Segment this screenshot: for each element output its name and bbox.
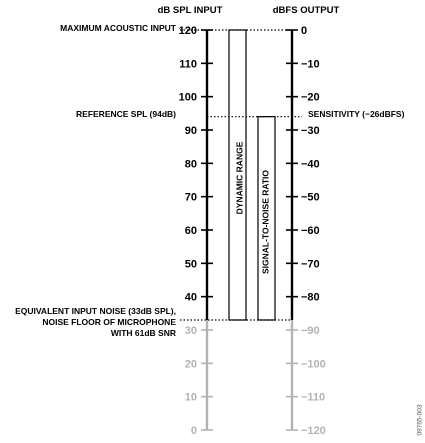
right-tick-label: −30 bbox=[301, 125, 320, 137]
right-tick-label: −60 bbox=[301, 225, 320, 237]
left-tick-label: 80 bbox=[184, 158, 197, 171]
left-tick-label: 70 bbox=[184, 191, 197, 204]
left-tick-label: 110 bbox=[179, 58, 197, 71]
right-tick-label: −50 bbox=[301, 191, 320, 204]
right-axis-header: dBFS OUTPUT bbox=[272, 5, 340, 16]
left-tick-label: 90 bbox=[184, 125, 197, 137]
figure-code: 09765-003 bbox=[416, 404, 424, 436]
sensitivity-label: SENSITIVITY (−26dBFS) bbox=[308, 109, 405, 119]
right-tick-label: −100 bbox=[301, 358, 326, 371]
left-tick-label: 30 bbox=[184, 325, 197, 337]
right-tick-label: −10 bbox=[301, 58, 320, 71]
right-tick-label: 0 bbox=[301, 25, 308, 37]
right-tick-label: −90 bbox=[301, 325, 320, 337]
ticks-group bbox=[179, 25, 326, 437]
dynamic-range-label: DYNAMIC RANGE bbox=[234, 141, 245, 215]
left-axis-header: dB SPL INPUT bbox=[157, 5, 223, 16]
left-tick-label: 120 bbox=[178, 25, 197, 37]
right-tick-label: −120 bbox=[301, 425, 326, 437]
ein-label-line1: EQUIVALENT INPUT NOISE (33dB SPL), bbox=[15, 306, 176, 316]
left-tick-label: 40 bbox=[184, 291, 197, 304]
max-input-label: MAXIMUM ACOUSTIC INPUT bbox=[60, 23, 176, 33]
left-tick-label: 20 bbox=[184, 358, 197, 371]
left-tick-label: 60 bbox=[184, 225, 197, 237]
left-tick-label: 0 bbox=[190, 425, 197, 437]
ein-label-line2: NOISE FLOOR OF MICROPHONE bbox=[42, 317, 176, 327]
left-tick-label: 100 bbox=[178, 91, 197, 104]
ein-label-line3: WITH 61dB SNR bbox=[110, 328, 176, 338]
right-tick-label: −80 bbox=[301, 291, 320, 304]
right-tick-label: −70 bbox=[301, 258, 320, 271]
left-tick-label: 10 bbox=[184, 391, 197, 404]
right-tick-label: −110 bbox=[301, 391, 326, 404]
reference-label: REFERENCE SPL (94dB) bbox=[76, 109, 176, 119]
right-tick-label: −40 bbox=[301, 158, 320, 171]
right-tick-label: −20 bbox=[301, 91, 320, 104]
snr-label: SIGNAL-TO-NOISE RATIO bbox=[260, 169, 271, 275]
left-tick-label: 50 bbox=[184, 258, 197, 271]
